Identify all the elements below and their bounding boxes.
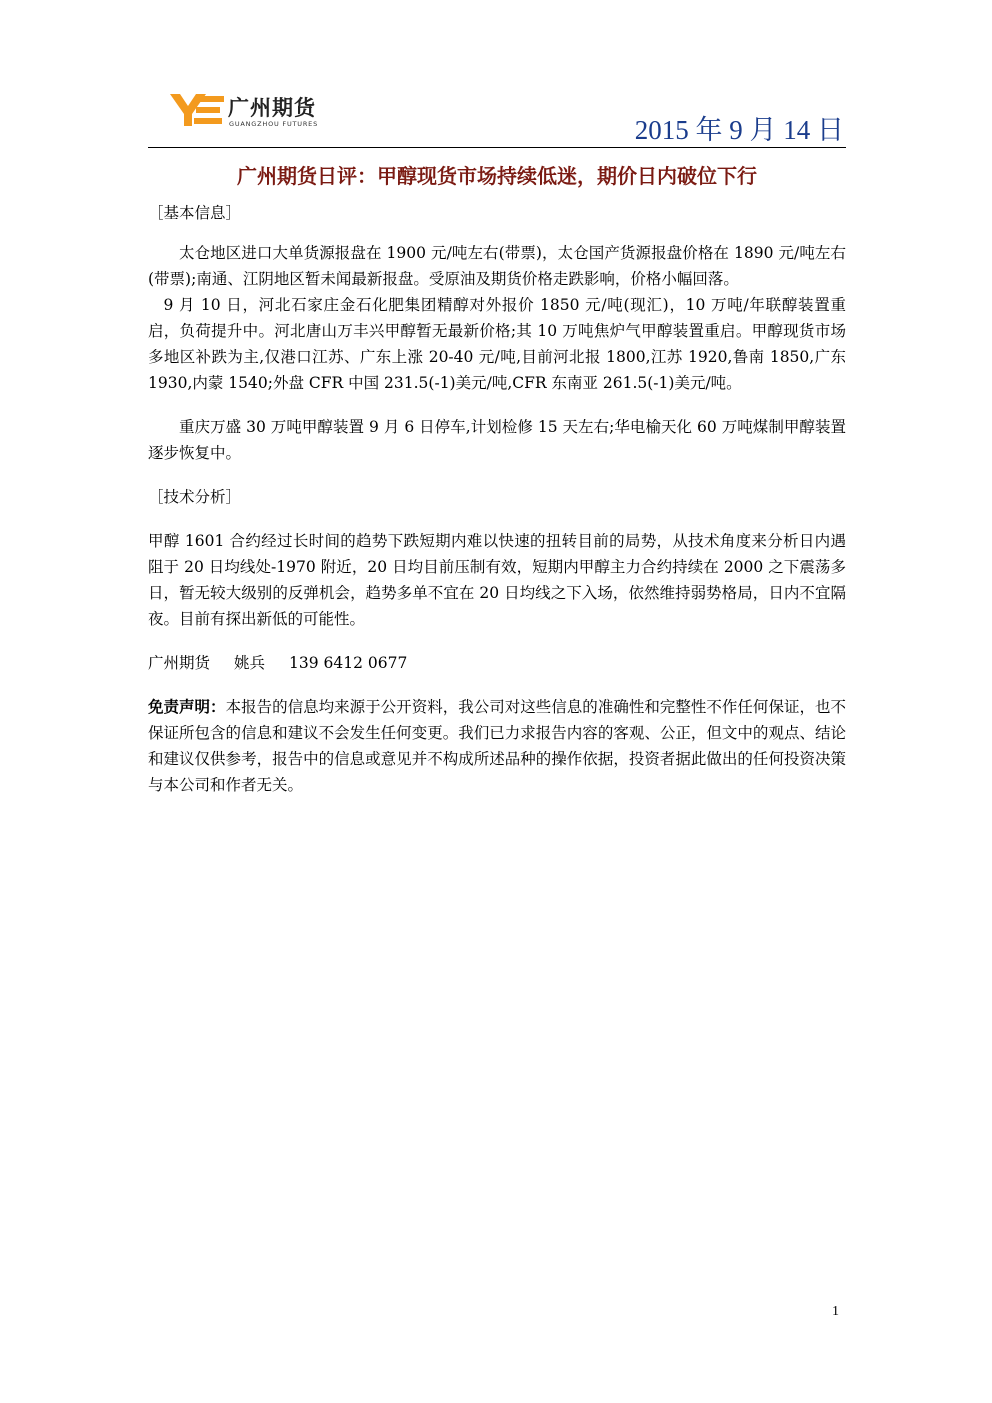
disclaimer-text: 本报告的信息均来源于公开资料，我公司对这些信息的准确性和完整性不作任何保证，也不保证所包含的信息和建议不会发生任何变更。我们已力求报告内容的客观、公正，但文中的观点、结论和建议仅供参考，报告中的信息或意见并不构成所述品种的操作依据，投资者据此做出的任何投资决策与本公司和作者无关。 [148,698,846,794]
basic-info-paragraph-2: 9 月 10 日，河北石家庄金石化肥集团精醇对外报价 1850 元/吨(现汇)，10 万吨/年联醇装置重启，负荷提升中。河北唐山万丰兴甲醇暂无最新价格;其 10 万吨焦炉气甲醇装置重启。甲醇现货市场多地区补跌为主,仅港口江苏、广东上涨 20-40 元/吨,目前河北报 1800,江苏 1920,鲁南 1850,广东 1930,内蒙 1540;外盘 CFR 中国 231.5(-1)美元/吨,CFR 东南亚 261.5(-1)美元/吨。 [148,296,846,392]
page-number: 1 [832,1304,839,1319]
contact-line [148,650,846,676]
report-body [148,200,846,798]
technical-analysis-paragraph: 甲醇 1601 合约经过长时间的趋势下跌短期内难以快速的扭转目前的局势，从技术角度来分析日内遇阻于 20 日均线处-1970 附近，20 日均目前压制有效，短期内甲醇主力合约持续在 2000 之下震荡多日，暂无较大级别的反弹机会，趋势多单不宜在 20 日均线之下入场，依然维持弱势格局，日内不宜隔夜。目前有探出新低的可能性。 [148,532,846,628]
company-logo [168,90,338,135]
basic-info-heading: ［基本信息］ [148,204,242,222]
disclaimer-label: 免责声明： [148,698,226,716]
basic-info-paragraph-1: 太仓地区进口大单货源报盘在 1900 元/吨左右(带票)，太仓国产货源报盘价格在 1890 元/吨左右(带票);南通、江阴地区暂未闻最新报盘。受原油及期货价格走跌影响，价格小幅回落。 [148,244,846,288]
technical-analysis-heading: ［技术分析］ [148,488,242,506]
header-divider [148,147,846,149]
report-date: 2015 年 9 月 14 日 [634,115,844,145]
contact-name: 姚兵 [234,654,266,672]
logo-english-name: GUANGZHOU FUTURES [229,120,318,128]
logo-chinese-name: 广州期货 [228,96,316,120]
contact-company: 广州期货 [148,654,211,672]
disclaimer [148,694,846,798]
report-title: 广州期货日评：甲醇现货市场持续低迷，期价日内破位下行 [237,164,757,188]
contact-phone: 139 6412 0677 [289,654,408,672]
guangzhou-futures-logo-icon [168,90,226,130]
page-header [148,80,846,148]
basic-info-paragraph-3: 重庆万盛 30 万吨甲醇装置 9 月 6 日停车,计划检修 15 天左右;华电榆天化 60 万吨煤制甲醇装置逐步恢复中。 [148,418,846,462]
